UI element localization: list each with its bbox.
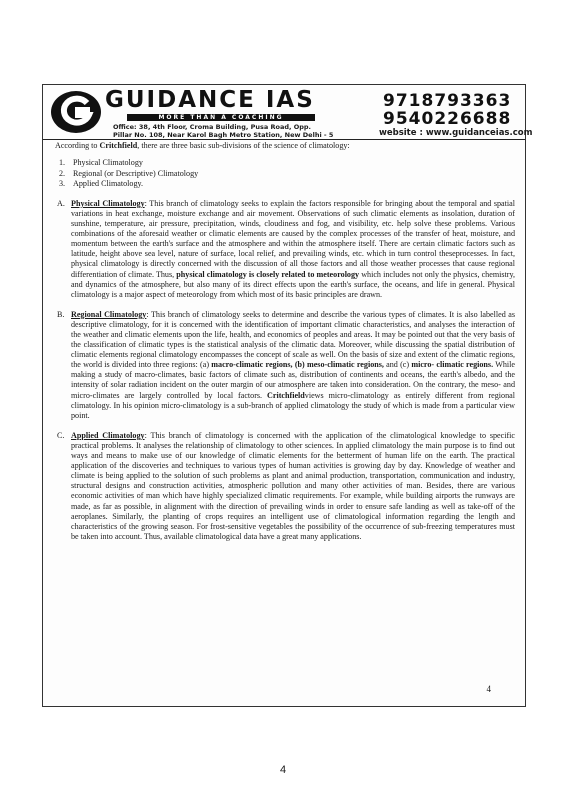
intro-text: According to: [55, 141, 100, 150]
section-text: : This branch of climatology seeks to determine and describe the various types of climates. It is also labelled as descriptive climatology, for it is concerned with the identification of important climatic characteristics, and analyses the interaction of the weather and climatic elements upon the life, health, and economics of peoples and areas. It may be pointed out that the very basis of the classification of climatic types is the statistical analysis of the climatic data. Moreover, while discussing the spatial distribution of climatic elements regional climatology encompasses the concept of scale as well. On the basis of size and extent of the climatic regions, the world is divided into three regions: (a): [71, 309, 515, 370]
section-text: : This branch of climatology is concerned with the application of the climatological knowledge to specific practical problems. It analyses the relationship of climatology to other sciences. In applied climatology the main purpose is to find out ways and means to make use of our knowledge of climatic elements for the betterment of human life on the earth. The practical application of the discoveries and techniques to various types of human activities is growing day by day. Knowledge of weather and climate is being applied to the solution of such problems as plant and animal production, transportation, communication and industry, structural designs and construction activities, atmospheric pollution and many other activities of man. Besides, there are various economic activities of man which have highly specialized climatic requirements. For example, while building airports the runways are made, as far as possible, in alignment with the direction of prevailing winds in order to ensure safe landing as well as take-off of the aeroplanes. Similarly, the planting of crops requires an intelligent use of climatological information regarding the length and characteristics of the growing season. For frost-sensitive vegetables the possibility of the occurrence of sub-freezing temperatures must be taken into account. Thus, available climatological data have a great many applications.: [71, 430, 515, 541]
section-heading: Regional Climatology: [71, 309, 147, 319]
brand-name: GUIDANCE IAS: [105, 87, 315, 113]
section-bold-text: Critchfield: [267, 390, 305, 400]
list-number: 2.: [59, 168, 66, 178]
section-text: : This branch of climatology seeks to explain the factors responsible for bringing about the temporal and spatial variations in heat exchange, moisture exchange and air movement. Observations of such climatic elements as insolation, duration of sunshine, temperature, air pressure, precipitation, winds, cloudiness and fog, and visibility, etc. help solve these problems. Various combinations of the aforesaid weather or climatic elements are caused by the complex processes of the transfer of heat, moisture, and momentum between the earth's surface and the atmosphere and within the atmosphere itself. There are certain climatic factors such as latitude, height above sea level, nature of surface, local relief, and prevailing winds, etc. which in turn control theseprocesses. In fact, physical climatology is directly concerned with the discussion of all those factors and all those weather processes that cause regional differentiation of climate. Thus,: [71, 198, 515, 279]
section-text: which includes not only the physics, chemistry, and dynamics of the atmosphere, but also many of its direct effects upon the earth's surface, the oceans, and life in general. Physical climatology is a major aspect of meteorology from which most of its basic principles are drawn.: [71, 269, 515, 299]
guidance-logo-icon: [49, 89, 103, 135]
footer-page-number: 4: [279, 764, 287, 776]
list-item: [59, 179, 515, 190]
section-paragraph: [71, 310, 515, 421]
document-page: [42, 84, 533, 707]
section-letter: A.: [57, 198, 65, 208]
section-bold-text: physical climatology is closely related to meteorology: [176, 269, 360, 279]
list-text: Physical Climatology: [73, 158, 143, 168]
section-text: and (c): [383, 360, 412, 370]
brand-tagline: MORE THAN A COACHING: [127, 114, 315, 121]
section-regional-climatology: [57, 310, 515, 421]
section-physical-climatology: [57, 199, 515, 300]
section-text: views micro-climatology as entirely different from regional climatology. In his opinion micro-climatology is a sub-branch of applied climatology the study of which is made from a particular view point.: [71, 390, 515, 420]
address-line-1: Office: 38, 4th Floor, Croma Building, Pusa Road, Opp.: [113, 123, 312, 131]
phone-number-2: 9540226688: [383, 109, 512, 129]
section-letter: C.: [57, 430, 65, 440]
section-text: While making a study of macro-climates, basic factors of climate such as, distribution of continents and oceans, the earth's albedo, and the intensity of solar radiation incident on the outer margin of our atmosphere are taken into consideration. On the contrary, the meso- and micro-climates are largely controlled by local factors.: [71, 360, 515, 400]
intro-paragraph: [55, 141, 515, 151]
section-applied-climatology: [57, 431, 515, 542]
section-bold-text: macro-climatic regions, (b) meso-climatic regions,: [211, 360, 384, 370]
section-heading: Physical Climatology: [71, 198, 145, 208]
list-text: Applied Climatology.: [73, 179, 144, 189]
section-bold-text: micro- climatic regions.: [411, 360, 494, 370]
page-content: [57, 141, 515, 552]
website-link[interactable]: website : www.guidanceias.com: [379, 128, 533, 138]
page-header: [43, 85, 533, 140]
list-number: 3.: [59, 179, 66, 189]
list-item: [59, 158, 515, 169]
page-number: 4: [486, 684, 491, 694]
intro-author: Critchfield: [99, 141, 138, 150]
section-letter: B.: [57, 309, 65, 319]
section-heading: Applied Climatology: [71, 430, 145, 440]
phone-number-1: 9718793363: [383, 91, 512, 111]
section-paragraph: [71, 199, 515, 300]
subdivision-list: [57, 158, 515, 190]
list-item: [59, 169, 515, 180]
list-text: Regional (or Descriptive) Climatology: [73, 168, 199, 178]
intro-text-end: , there are three basic sub-divisions of the science of climatology:: [137, 141, 350, 150]
section-paragraph: [71, 431, 515, 542]
list-number: 1.: [59, 158, 66, 168]
address-line-2: Pillar No. 108, Near Karol Bagh Metro Station, New Delhi - 5: [113, 131, 334, 139]
